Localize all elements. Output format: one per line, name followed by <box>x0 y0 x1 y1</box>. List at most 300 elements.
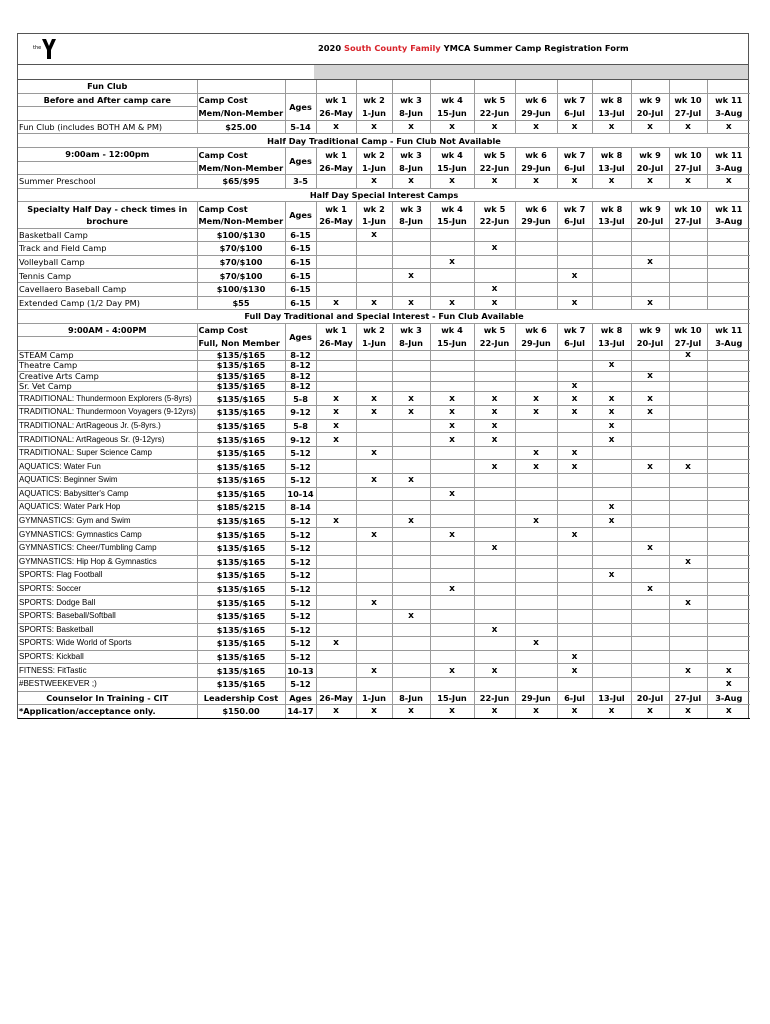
camp-name: GYMNASTICS: Gymnastics Camp <box>18 528 197 542</box>
fullday-8-week-4-empty <box>430 446 474 460</box>
special-3-week-7-mark: x <box>557 269 592 283</box>
fullday-date-3: 8-Jun <box>392 337 430 351</box>
fullday-1-week-7-empty <box>557 361 592 371</box>
fullday-20-week-7-empty <box>557 609 592 623</box>
cit-week-10-mark: x <box>669 705 707 719</box>
special-5-week-4-mark: x <box>430 296 474 310</box>
special-4-week-1-empty <box>316 282 356 296</box>
fullday-12-week-4-empty <box>430 501 474 515</box>
special-date-5: 22-Jun <box>474 215 515 228</box>
fullday-3-week-11-empty <box>707 382 750 392</box>
camp-cost: $135/$165 <box>197 392 285 406</box>
camp-ages: 5-12 <box>285 528 316 542</box>
fullday-22-week-4-empty <box>430 637 474 651</box>
special-0-week-6-empty <box>515 228 557 242</box>
camp-name: Theatre Camp <box>18 361 197 371</box>
fullday-4-week-7-mark: x <box>557 392 592 406</box>
cit-ages-label: Ages <box>285 691 316 705</box>
fullday-14-week-2-mark: x <box>356 528 392 542</box>
halfday-date-9: 20-Jul <box>631 161 669 175</box>
camp-cost: $135/$165 <box>197 446 285 460</box>
camp-ages: 5-8 <box>285 419 316 433</box>
fullday-16-week-7-empty <box>557 555 592 569</box>
fullday-24-week-4-mark: x <box>430 664 474 678</box>
halfday-week-1: wk 1 <box>316 147 356 161</box>
halfday-date-6: 29-Jun <box>515 161 557 175</box>
funclub-week-2: wk 2 <box>356 93 392 107</box>
fullday-23-week-7-mark: x <box>557 650 592 664</box>
fullday-17-week-4-empty <box>430 569 474 583</box>
fullday-18-week-9-mark: x <box>631 582 669 596</box>
fullday-6-week-7-empty <box>557 419 592 433</box>
fullday-week-9: wk 9 <box>631 323 669 337</box>
halfday-week-11: wk 11 <box>715 149 743 160</box>
fullday-13-week-3-mark: x <box>392 514 430 528</box>
fullday-23-week-6-empty <box>515 650 557 664</box>
halfday-week-10: wk 10 <box>669 147 707 161</box>
blank <box>515 80 557 93</box>
funclub-week-2-mark: x <box>356 120 392 134</box>
cit-week-2-mark: x <box>356 705 392 719</box>
camp-name: Track and Field Camp <box>18 242 197 256</box>
fullday-23-week-1-empty <box>316 650 356 664</box>
halfday-week-8-mark: x <box>592 175 631 189</box>
fullday-2-week-10-empty <box>669 371 707 381</box>
fullday-4-week-9-mark: x <box>631 392 669 406</box>
fullday-5-week-9-mark: x <box>631 406 669 420</box>
cit-note: *Application/acceptance only. <box>18 705 197 719</box>
cit-week-5-mark: x <box>474 705 515 719</box>
fullday-date-5: 22-Jun <box>474 337 515 351</box>
fullday-24-week-8-empty <box>592 664 631 678</box>
camp-name: TRADITIONAL: Thundermoon Voyagers (9-12yrs) <box>18 406 197 420</box>
fullday-0-week-4-empty <box>430 350 474 360</box>
fullday-7-week-2-empty <box>356 433 392 447</box>
funclub-date-8: 13-Jul <box>592 107 631 121</box>
fullday-21-week-10-empty <box>669 623 707 637</box>
fullday-week-6: wk 6 <box>515 323 557 337</box>
special-2-week-2-empty <box>356 255 392 269</box>
halfday-week-6: wk 6 <box>515 147 557 161</box>
fullday-8-week-3-empty <box>392 446 430 460</box>
special-2-week-6-empty <box>515 255 557 269</box>
fullday-5-week-8-mark: x <box>592 406 631 420</box>
halfday-date-1: 26-May <box>316 161 356 175</box>
halfday-week-9: wk 9 <box>631 147 669 161</box>
cit-date-3: 8-Jun <box>392 691 430 705</box>
funclub-date-2: 1-Jun <box>356 107 392 121</box>
fullday-9-week-10-mark: x <box>669 460 707 474</box>
fullday-7-week-6-empty <box>515 433 557 447</box>
special-cost-sub: Mem/Non-Member <box>198 216 284 227</box>
fullday-0-week-9-empty <box>631 350 669 360</box>
fullday-11-week-9-empty <box>631 487 669 501</box>
camp-name: FITNESS: FitTastic <box>18 664 197 678</box>
fullday-9-week-3-empty <box>392 460 430 474</box>
special-0-week-11-empty <box>707 228 750 242</box>
camp-name: Volleyball Camp <box>18 255 197 269</box>
cit-cost-label: Leadership Cost <box>197 691 285 705</box>
camp-ages: 9-12 <box>285 433 316 447</box>
camp-ages: 5-12 <box>285 514 316 528</box>
halfday-week-3-mark: x <box>392 175 430 189</box>
fullday-22-week-11-empty <box>707 637 750 651</box>
fullday-21-week-4-empty <box>430 623 474 637</box>
fullday-15-week-11-empty <box>707 541 750 555</box>
fullday-25-week-6-empty <box>515 677 557 691</box>
camp-cost: $135/$165 <box>197 419 285 433</box>
fullday-10-week-8-empty <box>592 474 631 488</box>
fullday-18-week-11-empty <box>707 582 750 596</box>
special-week-1: wk 1 <box>316 202 356 215</box>
funclub-week-8: wk 8 <box>592 93 631 107</box>
fullday-17-week-2-empty <box>356 569 392 583</box>
special-date-6: 29-Jun <box>515 215 557 228</box>
fullday-2-week-2-empty <box>356 371 392 381</box>
funclub-cost-sub: Mem/Non-Member <box>197 107 285 121</box>
fullday-23-week-4-empty <box>430 650 474 664</box>
special-5-week-10-empty <box>669 296 707 310</box>
camp-name: Creative Arts Camp <box>18 371 197 381</box>
special-4-week-7-empty <box>557 282 592 296</box>
halfday-date-7: 6-Jul <box>557 161 592 175</box>
cit-date-10: 27-Jul <box>669 691 707 705</box>
fullday-21-week-5-mark: x <box>474 623 515 637</box>
camp-ages: 5-8 <box>285 392 316 406</box>
camp-cost: $135/$165 <box>197 514 285 528</box>
special-1-week-4-empty <box>430 242 474 256</box>
camp-ages: 6-15 <box>285 255 316 269</box>
special-0-week-3-empty <box>392 228 430 242</box>
fullday-5-week-1-mark: x <box>316 406 356 420</box>
fullday-21-week-6-empty <box>515 623 557 637</box>
camp-ages: 5-12 <box>285 623 316 637</box>
cit-date-5: 22-Jun <box>474 691 515 705</box>
ymca-logo-icon <box>32 37 58 61</box>
camp-ages: 8-12 <box>285 382 316 392</box>
fullday-1-week-8-mark: x <box>592 361 631 371</box>
fullday-5-week-3-mark: x <box>392 406 430 420</box>
special-1-week-10-empty <box>669 242 707 256</box>
special-1-week-9-empty <box>631 242 669 256</box>
fullday-7-week-5-mark: x <box>474 433 515 447</box>
camp-name: SPORTS: Baseball/Softball <box>18 609 197 623</box>
special-4-week-2-empty <box>356 282 392 296</box>
fullday-5-week-4-mark: x <box>430 406 474 420</box>
funclub-week-9-mark: x <box>631 120 669 134</box>
special-2-week-4-mark: x <box>430 255 474 269</box>
fullday-24-week-6-empty <box>515 664 557 678</box>
camp-name: SPORTS: Wide World of Sports <box>18 637 197 651</box>
fullday-2-week-3-empty <box>392 371 430 381</box>
fullday-14-week-4-mark: x <box>430 528 474 542</box>
halfday-week-2-mark: x <box>356 175 392 189</box>
fullday-17-week-6-empty <box>515 569 557 583</box>
cit-date-6: 29-Jun <box>515 691 557 705</box>
special-0-week-10-empty <box>669 228 707 242</box>
fullday-3-week-8-empty <box>592 382 631 392</box>
funclub-week-7: wk 7 <box>557 93 592 107</box>
funclub-week-9: wk 9 <box>631 93 669 107</box>
fullday-7-week-7-empty <box>557 433 592 447</box>
blank <box>356 80 392 93</box>
special-4-week-10-empty <box>669 282 707 296</box>
special-1-week-6-empty <box>515 242 557 256</box>
fullday-9-week-4-empty <box>430 460 474 474</box>
fullday-0-week-8-empty <box>592 350 631 360</box>
fullday-1-week-5-empty <box>474 361 515 371</box>
fullday-23-week-8-empty <box>592 650 631 664</box>
fullday-9-week-9-mark: x <box>631 460 669 474</box>
fullday-21-week-7-empty <box>557 623 592 637</box>
fullday-12-week-8-mark: x <box>592 501 631 515</box>
fullday-21-week-11-empty <box>707 623 750 637</box>
fullday-2-week-8-empty <box>592 371 631 381</box>
special-4-week-9-empty <box>631 282 669 296</box>
camp-ages: 3-5 <box>285 175 316 189</box>
blank <box>474 80 515 93</box>
halfday-week-7: wk 7 <box>557 147 592 161</box>
fullday-17-week-9-empty <box>631 569 669 583</box>
camp-name: AQUATICS: Water Fun <box>18 460 197 474</box>
fullday-6-week-1-mark: x <box>316 419 356 433</box>
fullday-19-week-2-mark: x <box>356 596 392 610</box>
camp-cost: $135/$165 <box>197 650 285 664</box>
camp-cost: $135/$165 <box>197 433 285 447</box>
fullday-23-week-2-empty <box>356 650 392 664</box>
fullday-3-week-5-empty <box>474 382 515 392</box>
camp-name: SPORTS: Soccer <box>18 582 197 596</box>
camp-cost: $135/$165 <box>197 487 285 501</box>
fullday-25-week-11-mark: x <box>707 677 750 691</box>
cit-week-8-mark: x <box>592 705 631 719</box>
fullday-11-week-7-empty <box>557 487 592 501</box>
camp-name: GYMNASTICS: Hip Hop & Gymnastics <box>18 555 197 569</box>
fullday-12-week-7-empty <box>557 501 592 515</box>
cit-date-1: 26-May <box>316 691 356 705</box>
special-5-week-8-empty <box>592 296 631 310</box>
cit-date-7: 6-Jul <box>557 691 592 705</box>
fullday-14-week-9-empty <box>631 528 669 542</box>
fullday-24-week-5-mark: x <box>474 664 515 678</box>
special-3-week-8-empty <box>592 269 631 283</box>
fullday-0-week-2-empty <box>356 350 392 360</box>
camp-name: Tennis Camp <box>18 269 197 283</box>
fullday-1-week-3-empty <box>392 361 430 371</box>
camp-cost: $70/$100 <box>197 242 285 256</box>
fullday-9-week-6-mark: x <box>515 460 557 474</box>
fullday-2-week-7-empty <box>557 371 592 381</box>
fullday-25-week-7-empty <box>557 677 592 691</box>
fullday-5-week-7-mark: x <box>557 406 592 420</box>
fullday-1-week-11-empty <box>707 361 750 371</box>
halfday-week-10-mark: x <box>669 175 707 189</box>
fullday-3-week-10-empty <box>669 382 707 392</box>
fullday-23-week-11-empty <box>707 650 750 664</box>
funclub-date-5: 22-Jun <box>474 107 515 121</box>
fullday-cost-label: Camp Cost <box>197 323 285 337</box>
halfday-week-11-mark: x <box>707 175 750 189</box>
fullday-10-week-11-empty <box>707 474 750 488</box>
special-3-week-1-empty <box>316 269 356 283</box>
fullday-7-week-1-mark: x <box>316 433 356 447</box>
funclub-date-11: 3-Aug <box>707 107 750 121</box>
special-week-10: wk 10 <box>669 202 707 215</box>
camp-cost: $100/$130 <box>197 228 285 242</box>
halfday-week-8: wk 8 <box>592 147 631 161</box>
funclub-subheading-empty <box>18 107 197 121</box>
camp-cost: $135/$165 <box>197 555 285 569</box>
cit-ages: 14-17 <box>285 705 316 719</box>
fullday-4-week-5-mark: x <box>474 392 515 406</box>
fullday-7-week-9-empty <box>631 433 669 447</box>
special-4-week-8-empty <box>592 282 631 296</box>
fullday-17-week-8-mark: x <box>592 569 631 583</box>
fullday-20-week-5-empty <box>474 609 515 623</box>
camp-name: STEAM Camp <box>18 350 197 360</box>
fullday-21-week-9-empty <box>631 623 669 637</box>
fullday-3-week-3-empty <box>392 382 430 392</box>
special-date-3: 8-Jun <box>392 215 430 228</box>
fullday-16-week-10-mark: x <box>669 555 707 569</box>
camp-ages: 10-14 <box>285 487 316 501</box>
fullday-4-week-6-mark: x <box>515 392 557 406</box>
funclub-week-1-mark: x <box>316 120 356 134</box>
fullday-date-9: 20-Jul <box>631 337 669 351</box>
special-3-week-3-mark: x <box>392 269 430 283</box>
fullday-19-week-8-empty <box>592 596 631 610</box>
camp-cost: $135/$165 <box>197 474 285 488</box>
blank <box>392 80 430 93</box>
fullday-12-week-1-empty <box>316 501 356 515</box>
fullday-9-week-7-mark: x <box>557 460 592 474</box>
fullday-18-week-7-empty <box>557 582 592 596</box>
fullday-week-3: wk 3 <box>392 323 430 337</box>
fullday-22-week-5-empty <box>474 637 515 651</box>
cit-cost: $150.00 <box>197 705 285 719</box>
camp-ages: 6-15 <box>285 269 316 283</box>
fullday-5-week-5-mark: x <box>474 406 515 420</box>
fullday-week-10: wk 10 <box>669 323 707 337</box>
fullday-19-week-11-empty <box>707 596 750 610</box>
fullday-8-week-1-empty <box>316 446 356 460</box>
fullday-week-8: wk 8 <box>592 323 631 337</box>
fullday-22-week-1-mark: x <box>316 637 356 651</box>
special-2-week-9-mark: x <box>631 255 669 269</box>
fullday-15-week-5-mark: x <box>474 541 515 555</box>
blank <box>592 80 631 93</box>
special-5-week-5-mark: x <box>474 296 515 310</box>
fullday-24-week-1-empty <box>316 664 356 678</box>
fullday-14-week-11-empty <box>707 528 750 542</box>
fullday-6-week-5-mark: x <box>474 419 515 433</box>
fullday-2-week-4-empty <box>430 371 474 381</box>
special-date-1: 26-May <box>316 215 356 228</box>
fullday-8-week-8-empty <box>592 446 631 460</box>
fullday-4-week-2-mark: x <box>356 392 392 406</box>
fullday-25-week-1-empty <box>316 677 356 691</box>
camp-name: TRADITIONAL: ArtRageous Sr. (9-12yrs) <box>18 433 197 447</box>
camp-cost: $135/$165 <box>197 677 285 691</box>
fullday-date-8: 13-Jul <box>592 337 631 351</box>
fullday-19-week-9-empty <box>631 596 669 610</box>
halfday-heading: 9:00am - 12:00pm <box>18 147 197 161</box>
camp-cost: $135/$165 <box>197 609 285 623</box>
special-5-week-7-mark: x <box>557 296 592 310</box>
fullday-24-week-10-mark: x <box>669 664 707 678</box>
fullday-15-week-1-empty <box>316 541 356 555</box>
camp-name: Summer Preschool <box>18 175 197 189</box>
funclub-cost-label: Camp Cost <box>197 93 285 107</box>
fullday-3-week-2-empty <box>356 382 392 392</box>
camp-cost: $25.00 <box>197 120 285 134</box>
fullday-date-4: 15-Jun <box>430 337 474 351</box>
fullday-9-week-8-empty <box>592 460 631 474</box>
special-5-week-3-mark: x <box>392 296 430 310</box>
camp-name: Basketball Camp <box>18 228 197 242</box>
special-3-week-9-empty <box>631 269 669 283</box>
fullday-24-week-2-mark: x <box>356 664 392 678</box>
fullday-date-6: 29-Jun <box>515 337 557 351</box>
special-2-week-8-empty <box>592 255 631 269</box>
special-date-8: 13-Jul <box>592 215 631 228</box>
camp-name: Extended Camp (1/2 Day PM) <box>18 296 197 310</box>
camp-cost: $65/$95 <box>197 175 285 189</box>
title-brand: South County Family <box>343 43 441 53</box>
halfday-week-4: wk 4 <box>430 147 474 161</box>
special-5-week-9-mark: x <box>631 296 669 310</box>
cit-week-1-mark: x <box>316 705 356 719</box>
fullday-1-week-2-empty <box>356 361 392 371</box>
halfday-ages-label: Ages <box>285 147 316 174</box>
fullday-0-week-10-mark: x <box>669 350 707 360</box>
camp-cost: $100/$130 <box>197 282 285 296</box>
fullday-7-week-3-empty <box>392 433 430 447</box>
fullday-0-week-1-empty <box>316 350 356 360</box>
section-title-halfday: Half Day Traditional Camp - Fun Club Not Available <box>18 134 750 148</box>
fullday-16-week-5-empty <box>474 555 515 569</box>
special-week-4: wk 4 <box>430 202 474 215</box>
camp-cost: $135/$165 <box>197 623 285 637</box>
cit-date-11: 3-Aug <box>707 691 750 705</box>
fullday-5-week-10-empty <box>669 406 707 420</box>
special-4-week-3-empty <box>392 282 430 296</box>
special-0-week-5-empty <box>474 228 515 242</box>
fullday-11-week-5-empty <box>474 487 515 501</box>
fullday-15-week-3-empty <box>392 541 430 555</box>
fullday-12-week-10-empty <box>669 501 707 515</box>
special-heading: Specialty Half Day - check times in brochure <box>18 202 197 228</box>
special-1-week-8-empty <box>592 242 631 256</box>
fullday-19-week-10-mark: x <box>669 596 707 610</box>
fullday-date-7: 6-Jul <box>557 337 592 351</box>
special-2-week-7-empty <box>557 255 592 269</box>
fullday-21-week-3-empty <box>392 623 430 637</box>
camp-ages: 5-12 <box>285 569 316 583</box>
fullday-week-11: wk 11 <box>715 325 743 336</box>
camp-name: AQUATICS: Babysitter's Camp <box>18 487 197 501</box>
halfday-week-5: wk 5 <box>474 147 515 161</box>
fullday-week-4: wk 4 <box>430 323 474 337</box>
registration-form <box>17 33 749 719</box>
logo-text: the <box>33 45 42 51</box>
camp-name: #BESTWEEKEVER ;) <box>18 677 197 691</box>
special-3-week-2-empty <box>356 269 392 283</box>
fullday-16-week-11-empty <box>707 555 750 569</box>
fullday-12-week-11-empty <box>707 501 750 515</box>
fullday-13-week-9-empty <box>631 514 669 528</box>
fullday-17-week-3-empty <box>392 569 430 583</box>
